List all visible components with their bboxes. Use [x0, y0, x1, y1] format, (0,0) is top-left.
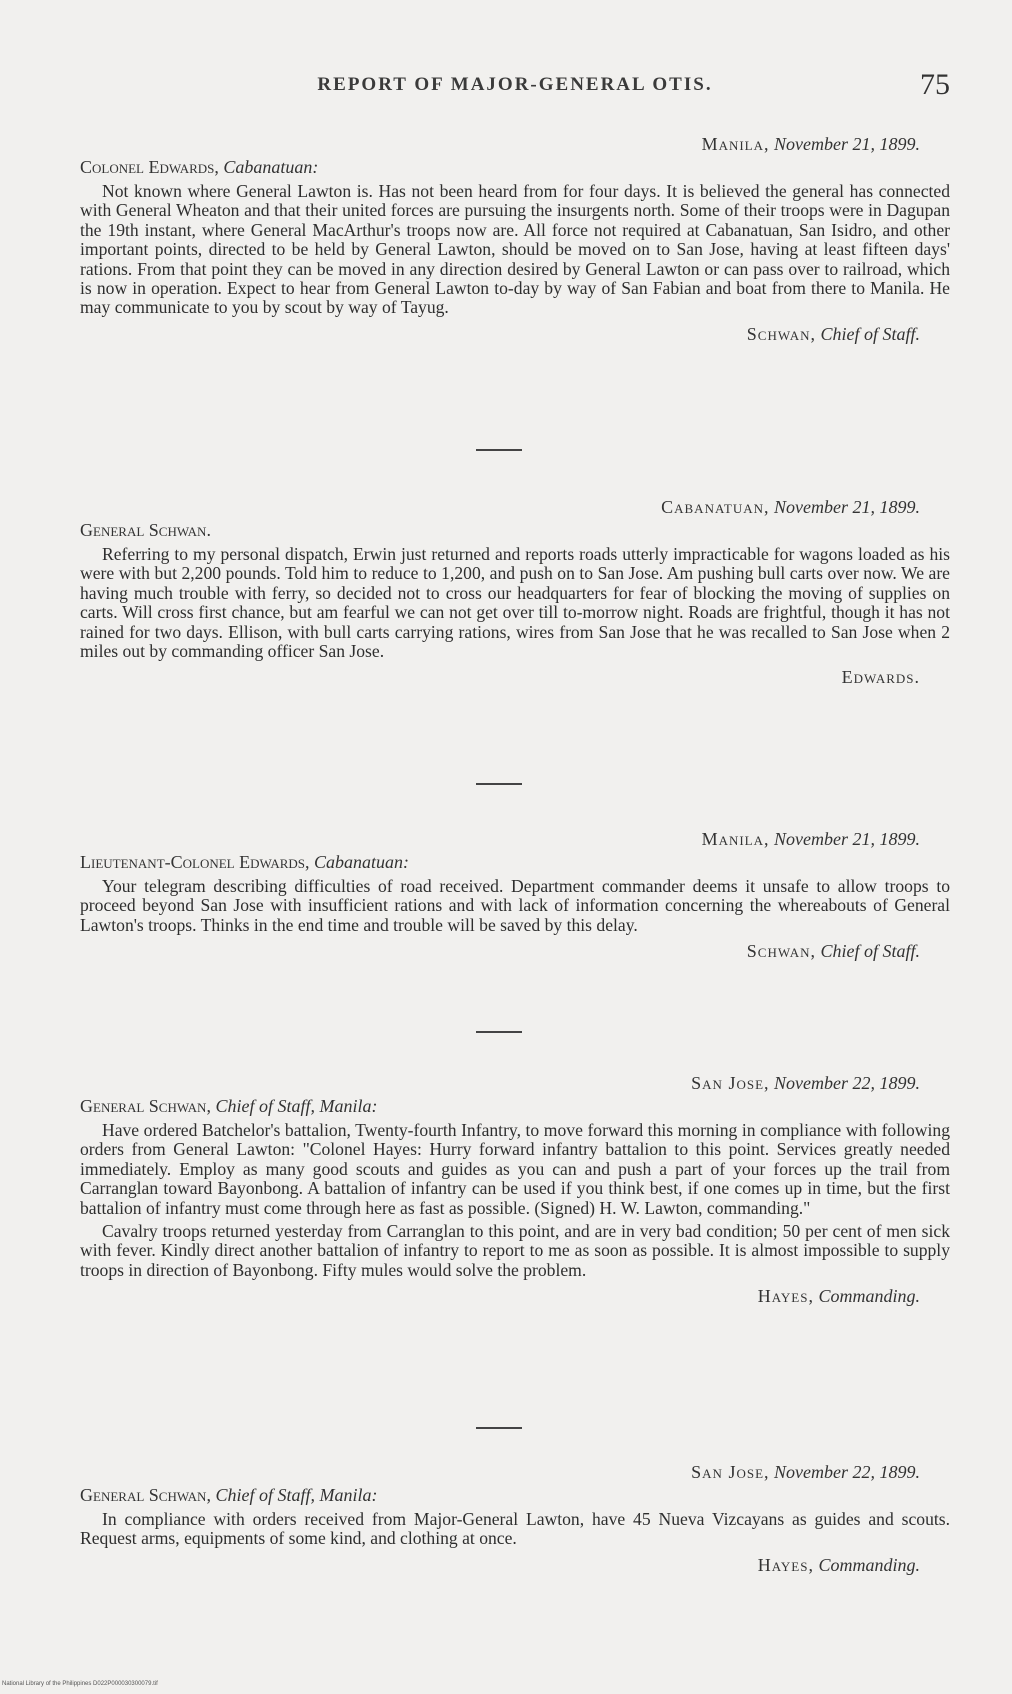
section-divider: [476, 449, 522, 451]
addressee: [80, 157, 950, 178]
scan-footer: National Library of the Philippines D022P000030300079.tif: [2, 1681, 158, 1687]
dateline-date: November 21, 1899.: [774, 497, 920, 517]
paragraph: Referring to my personal dispatch, Erwin just returned and reports roads utterly impracticable for wagons loaded as his were with but 2,200 pounds. Told him to reduce to 1,200, and push on to San Jose. Am pushing bull carts over now. We are having much trouble with ferry, so decided not to cross our headquarters for fear of blocking the moving of supplies on carts. Will cross first chance, but am fearful we can not get over till to-morrow night. Roads are frightful, though it has not rained for two days. Ellison, with bull carts carrying rations, wires from San Jose that he was recalled to San Jose when 2 miles out by commanding officer San Jose.: [80, 544, 950, 662]
addressee-place: Cabanatuan:: [314, 852, 410, 872]
paragraph: Not known where General Lawton is. Has not been heard from for four days. It is believed the general has connected with General Wheaton and that their united forces are pursuing the insurgents north. Some of their troops were in Dagupan the 19th instant, where General MacArthur's troops now are. All force not required at Cabanatuan, San Isidro, and other important points, directed to be held by General Lawton, should be moved on to San Jose, having at least fifteen days' rations. From that point they can be moved in any direction desired by General Lawton or can pass over to railroad, which is now in operation. Expect to hear from General Lawton to-day by way of San Fabian and boat from there to Manila. He may communicate to you by scout by way of Tayug.: [80, 181, 950, 318]
signature-name: Edwards.: [841, 667, 920, 688]
addressee: [80, 852, 950, 873]
paragraph: Have ordered Batchelor's battalion, Twenty-fourth Infantry, to move forward this morning in compliance with following orders from General Lawton: "Colonel Hayes: Hurry forward infantry battalion to this point. Services greatly needed immediately. Employ as many good scouts and guides as you can and push a part of your forces up the trail from Carranglan toward Bayonbong. A battalion of infantry can be used if you think best, if one comes up in time, but the first battalion of infantry must come through here as fast as possible. (Signed) H. W. Lawton, commanding.": [80, 1120, 950, 1218]
signature-name: Schwan,: [746, 941, 816, 962]
dateline-date: November 22, 1899.: [774, 1073, 920, 1093]
dateline-place: San Jose,: [691, 1462, 770, 1482]
dateline: [80, 134, 920, 155]
signature-title: Chief of Staff.: [820, 323, 920, 344]
signature-title: Commanding.: [818, 1286, 920, 1307]
signature-title: Commanding.: [818, 1554, 920, 1575]
dispatch-3: [80, 829, 950, 962]
dispatch-body: [80, 182, 950, 318]
dispatch-4: [80, 1073, 950, 1307]
paragraph: Your telegram describing difficulties of road received. Department commander deems it unsafe to allow troops to proceed beyond San Jose with insufficient rations and with lack of information concerning the whereabouts of General Lawton's troops. Thinks in the end time and trouble will be saved by this delay.: [80, 876, 950, 935]
dispatch-5: [80, 1462, 950, 1576]
dateline: [80, 829, 920, 850]
dateline-date: November 22, 1899.: [774, 1462, 920, 1482]
dateline: [80, 497, 920, 518]
addressee-place: Chief of Staff, Manila:: [215, 1096, 378, 1116]
section-divider: [476, 1427, 522, 1429]
running-title: REPORT OF MAJOR-GENERAL OTIS.: [317, 74, 713, 95]
dateline-date: November 21, 1899.: [774, 134, 920, 154]
addressee-name: General Schwan.: [80, 520, 211, 540]
addressee-place: Cabanatuan:: [223, 157, 319, 177]
dateline-place: Manila,: [701, 829, 770, 849]
signature: [80, 1286, 920, 1307]
section-divider: [476, 1031, 522, 1033]
signature: [80, 941, 920, 962]
signature: [80, 1555, 920, 1576]
addressee-name: General Schwan,: [80, 1485, 211, 1505]
signature-name: Schwan,: [746, 323, 816, 344]
dateline: [80, 1462, 920, 1483]
dispatch-2: [80, 497, 950, 688]
dateline-place: Manila,: [701, 134, 770, 154]
dateline-date: November 21, 1899.: [774, 829, 920, 849]
dateline-place: Cabanatuan,: [661, 497, 770, 517]
dispatch-body: [80, 545, 950, 661]
dispatch-body: [80, 1510, 950, 1549]
signature: [80, 667, 920, 688]
addressee-name: Lieutenant-Colonel Edwards,: [80, 852, 310, 872]
page-number: 75: [920, 68, 950, 101]
section-divider: [476, 783, 522, 785]
addressee-name: General Schwan,: [80, 1096, 211, 1116]
addressee-place: Chief of Staff, Manila:: [215, 1485, 378, 1505]
dateline-place: San Jose,: [691, 1073, 770, 1093]
addressee-name: Colonel Edwards,: [80, 157, 219, 177]
signature-name: Hayes,: [757, 1554, 814, 1575]
signature: [80, 324, 920, 345]
addressee: [80, 1485, 950, 1506]
addressee: [80, 520, 950, 541]
signature-name: Hayes,: [757, 1286, 814, 1307]
addressee: [80, 1096, 950, 1117]
dispatch-1: [80, 134, 950, 345]
paragraph: In compliance with orders received from Major-General Lawton, have 45 Nueva Vizcayans as guides and scouts. Request arms, equipments of some kind, and clothing at once.: [80, 1509, 950, 1549]
dateline: [80, 1073, 920, 1094]
dispatch-body: [80, 1121, 950, 1280]
dispatch-body: [80, 877, 950, 935]
paragraph: Cavalry troops returned yesterday from Carranglan to this point, and are in very bad condition; 50 per cent of men sick with fever. Kindly direct another battalion of infantry to report to me as soon as possible. It is almost impossible to supply troops in direction of Bayonbong. Fifty mules would solve the problem.: [80, 1221, 950, 1280]
running-header: [80, 68, 950, 108]
signature-title: Chief of Staff.: [820, 941, 920, 962]
